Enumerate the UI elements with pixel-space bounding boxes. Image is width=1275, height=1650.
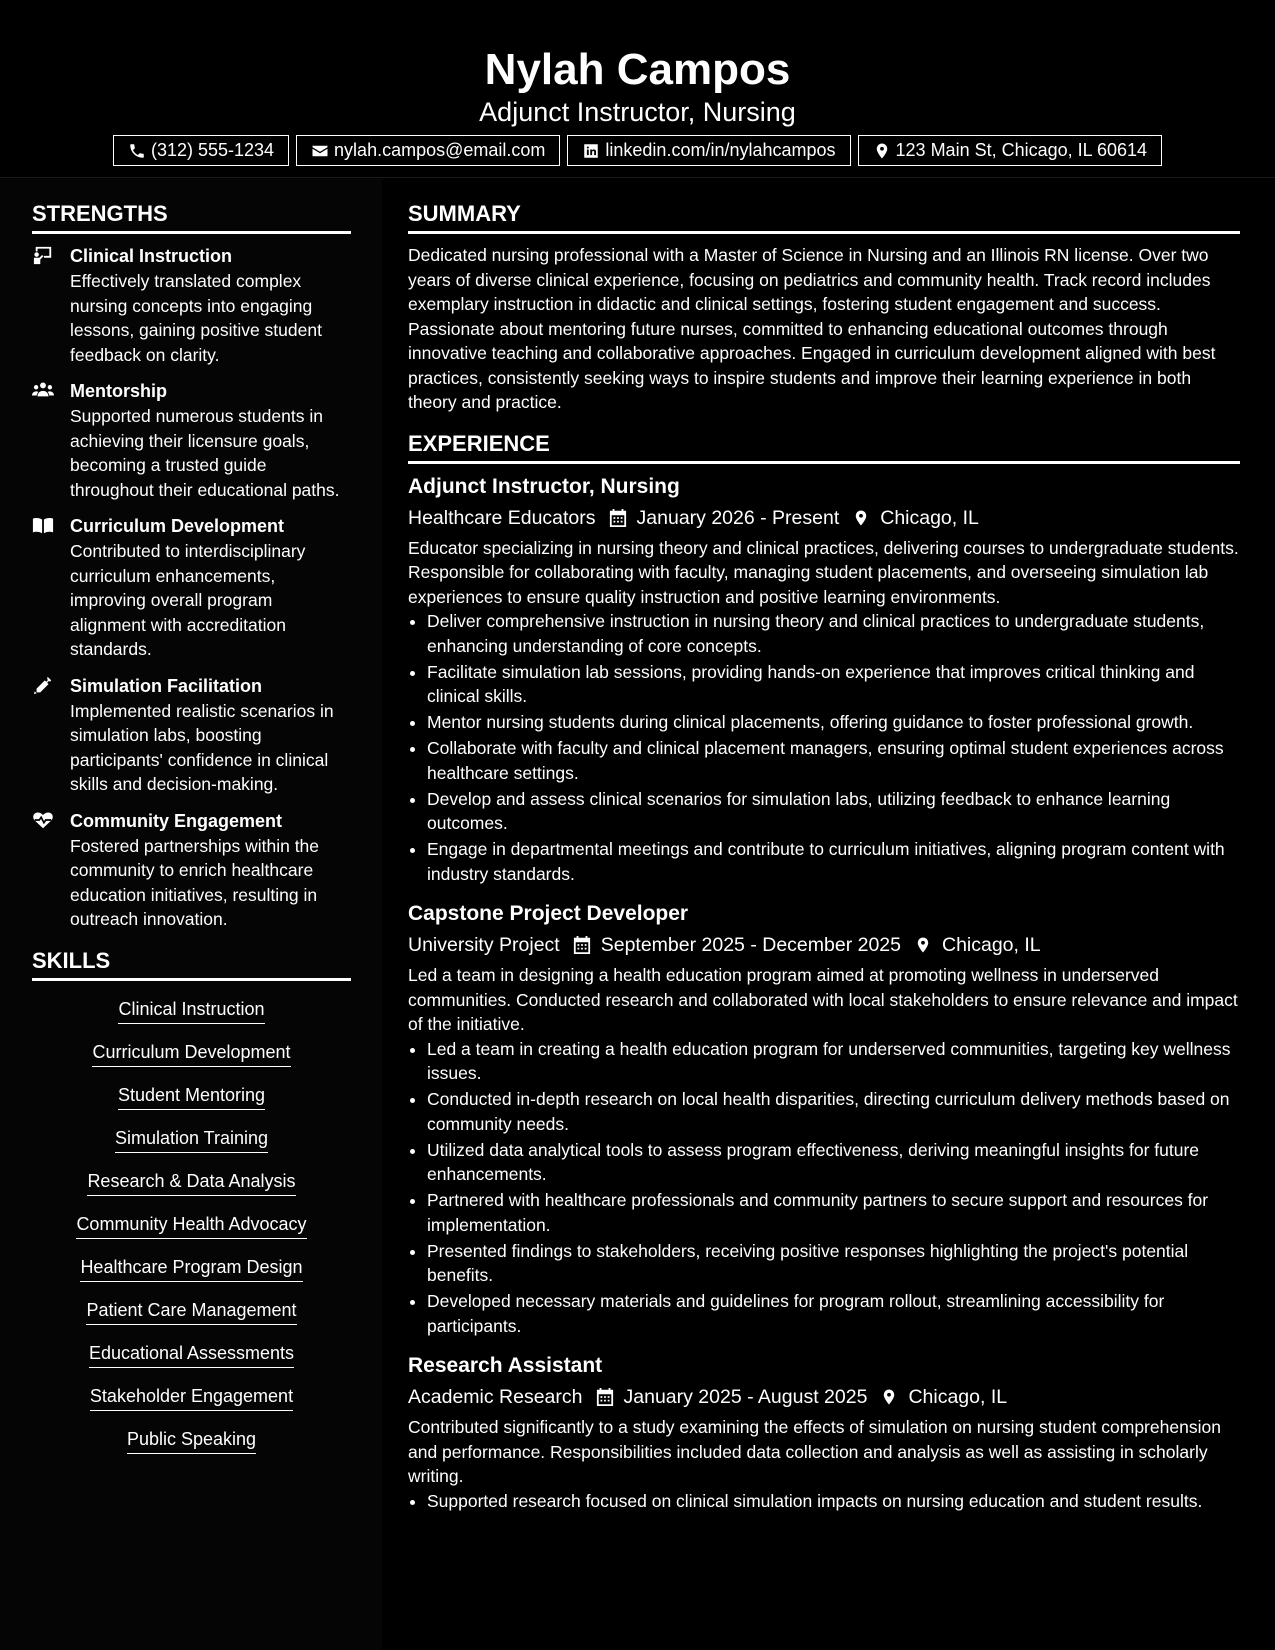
skill-tag: Stakeholder Engagement bbox=[90, 1383, 293, 1411]
strength-item bbox=[32, 243, 351, 367]
list-item: • Presented findings to stakeholders, receiving positive responses highlighting the project's potential benefits. bbox=[427, 1239, 1240, 1288]
list-item: • Partnered with healthcare professionals and community partners to secure support and resources for implementation. bbox=[427, 1188, 1240, 1237]
job-org: University Project bbox=[408, 934, 560, 956]
list-item: • Collaborate with faculty and clinical placement managers, ensuring optimal student experiences across healthcare settings. bbox=[427, 736, 1240, 785]
skill-tag: Educational Assessments bbox=[89, 1340, 294, 1368]
job-title: Capstone Project Developer bbox=[408, 902, 689, 925]
strength-item bbox=[32, 513, 351, 662]
strength-desc: Implemented realistic scenarios in simulation labs, boosting participants' confidence in clinical skills and decision-making. bbox=[70, 700, 334, 794]
skills-heading: SKILLS bbox=[32, 946, 351, 981]
strength-desc: Fostered partnerships within the community to enrich healthcare education initiatives, resulting in outreach innovation. bbox=[70, 835, 320, 929]
job-location: Chicago, IL bbox=[880, 506, 979, 529]
job-entry bbox=[408, 473, 1240, 887]
map-pin-icon bbox=[914, 935, 932, 955]
job-title: Adjunct Instructor, Nursing bbox=[408, 474, 680, 498]
job-bullets bbox=[408, 1037, 1240, 1339]
strengths-heading: STRENGTHS bbox=[32, 199, 351, 234]
envelope-icon bbox=[311, 142, 329, 160]
main-content bbox=[408, 179, 1240, 1527]
skill-tag: Student Mentoring bbox=[118, 1082, 265, 1110]
contact-phone[interactable] bbox=[113, 135, 289, 166]
map-pin-icon bbox=[852, 508, 870, 528]
strength-item bbox=[32, 808, 351, 932]
strength-desc: Effectively translated complex nursing concepts into engaging lessons, gaining positive student feedback on clarity. bbox=[70, 271, 322, 365]
calendar-icon bbox=[573, 935, 591, 955]
job-org: Healthcare Educators bbox=[408, 506, 596, 529]
strength-item bbox=[32, 673, 351, 797]
job-location: Chicago, IL bbox=[941, 934, 1041, 956]
skill-tag: Patient Care Management bbox=[86, 1297, 296, 1325]
strength-desc: Contributed to interdisciplinary curriculum enhancements, improving overall program alignment with accreditation standards. bbox=[70, 541, 306, 659]
skill-tag: Simulation Training bbox=[115, 1125, 268, 1153]
job-location: Chicago, IL bbox=[908, 1386, 1008, 1408]
strength-title: Simulation Facilitation bbox=[70, 675, 263, 696]
list-item: • Conducted in-depth research on local health disparities, directing curriculum delivery methods based on community needs. bbox=[427, 1087, 1240, 1136]
job-bullets bbox=[408, 1489, 1240, 1514]
linkedin-text: linkedin.com/in/nylahcampos bbox=[605, 140, 836, 160]
experience-heading: EXPERIENCE bbox=[408, 429, 1240, 464]
address-text: 123 Main St, Chicago, IL 60614 bbox=[895, 140, 1148, 160]
syringe-icon bbox=[32, 675, 54, 695]
job-meta bbox=[408, 1380, 1240, 1414]
calendar-icon bbox=[596, 1387, 614, 1407]
resume-header bbox=[0, 0, 1275, 178]
job-description: Contributed significantly to a study examining the effects of simulation on nursing student comprehension and performance. Responsibilities included data collection and analysis as well as assisting in scholarly writing. bbox=[408, 1417, 1221, 1486]
job-title: Research Assistant bbox=[408, 1354, 603, 1377]
list-item: • Deliver comprehensive instruction in nursing theory and clinical practices to undergraduate students, enhancing understanding of core concepts. bbox=[427, 609, 1240, 658]
strength-item bbox=[32, 378, 351, 502]
summary-heading: SUMMARY bbox=[408, 199, 1240, 234]
list-item: • Utilized data analytical tools to assess program effectiveness, deriving meaningful insights for future enhancements. bbox=[427, 1138, 1240, 1187]
summary-text: Dedicated nursing professional with a Master of Science in Nursing and an Illinois RN license. Over two years of diverse clinical experience, focusing on pediatrics and community health. Track record includes exemplary instruction in didactic and clinical settings, fostering student engagement and success. Passionate about mentoring future nurses, committed to enhancing educational outcomes through innovative teaching and collaborative approaches. Engaged in curriculum development aligned with best practices, consistently seeking ways to inspire students and improve their learning experience in both theory and practice. bbox=[408, 245, 1216, 412]
job-description: Led a team in designing a health education program aimed at promoting wellness in underserved communities. Conducted research and collaborated with local stakeholders to ensure relevance and impact of the initiative. bbox=[408, 965, 1238, 1034]
skill-tag: Research & Data Analysis bbox=[87, 1168, 295, 1196]
skill-tag: Curriculum Development bbox=[92, 1039, 290, 1067]
strength-title: Community Engagement bbox=[70, 810, 283, 831]
list-item: • Led a team in creating a health education program for underserved communities, targeting key wellness issues. bbox=[427, 1037, 1240, 1086]
sidebar bbox=[0, 179, 382, 1650]
job-dates: September 2025 - December 2025 bbox=[600, 934, 901, 956]
job-meta bbox=[408, 501, 1240, 535]
teacher-icon bbox=[32, 245, 54, 265]
job-org: Academic Research bbox=[408, 1386, 583, 1408]
calendar-icon bbox=[609, 508, 627, 528]
heart-pulse-icon bbox=[32, 810, 54, 830]
contact-linkedin[interactable] bbox=[567, 135, 850, 166]
candidate-name: Nylah Campos bbox=[484, 45, 791, 94]
job-bullets bbox=[408, 609, 1240, 886]
job-entry bbox=[408, 1352, 1240, 1513]
map-pin-icon bbox=[873, 142, 891, 160]
list-item: • Supported research focused on clinical simulation impacts on nursing education and student results. bbox=[427, 1489, 1240, 1514]
job-dates: January 2026 - Present bbox=[636, 506, 840, 529]
job-entry bbox=[408, 900, 1240, 1338]
contact-address[interactable] bbox=[858, 135, 1163, 166]
book-icon bbox=[32, 515, 54, 535]
list-item: • Facilitate simulation lab sessions, providing hands-on experience that improves critical thinking and clinical skills. bbox=[427, 660, 1240, 709]
skill-tag: Community Health Advocacy bbox=[76, 1211, 306, 1239]
contact-email[interactable] bbox=[296, 135, 560, 166]
email-text: nylah.campos@email.com bbox=[334, 140, 546, 160]
strength-desc: Supported numerous students in achieving their licensure goals, becoming a trusted guide throughout their educational paths. bbox=[70, 406, 340, 500]
phone-text: (312) 555-1234 bbox=[150, 140, 275, 160]
list-item: • Developed necessary materials and guidelines for program rollout, streamlining accessibility for participants. bbox=[427, 1289, 1240, 1338]
job-description: Educator specializing in nursing theory and clinical practices, delivering courses to undergraduate students. Responsible for collaborating with faculty, managing student placements, and overseeing simulation lab experiences to ensure quality instruction and positive learning environments. bbox=[408, 537, 1239, 607]
skill-tag: Healthcare Program Design bbox=[80, 1254, 302, 1282]
list-item: • Engage in departmental meetings and contribute to curriculum initiatives, aligning program content with industry standards. bbox=[427, 837, 1240, 886]
candidate-title: Adjunct Instructor, Nursing bbox=[479, 97, 796, 127]
map-pin-icon bbox=[880, 1387, 898, 1407]
list-item: • Develop and assess clinical scenarios for simulation labs, utilizing feedback to enhance learning outcomes. bbox=[427, 787, 1240, 836]
skill-tag: Clinical Instruction bbox=[118, 996, 264, 1024]
skills-list bbox=[32, 990, 351, 1469]
strength-title: Clinical Instruction bbox=[70, 246, 233, 266]
users-icon bbox=[32, 380, 54, 400]
phone-icon bbox=[128, 142, 146, 160]
job-meta bbox=[408, 928, 1240, 962]
skill-tag: Public Speaking bbox=[127, 1426, 256, 1454]
job-dates: January 2025 - August 2025 bbox=[623, 1386, 868, 1408]
strength-title: Curriculum Development bbox=[70, 516, 285, 536]
contact-bar bbox=[0, 135, 1275, 166]
linkedin-icon bbox=[582, 142, 600, 160]
strength-title: Mentorship bbox=[70, 381, 167, 401]
list-item: • Mentor nursing students during clinical placements, offering guidance to foster professional growth. bbox=[427, 710, 1240, 735]
